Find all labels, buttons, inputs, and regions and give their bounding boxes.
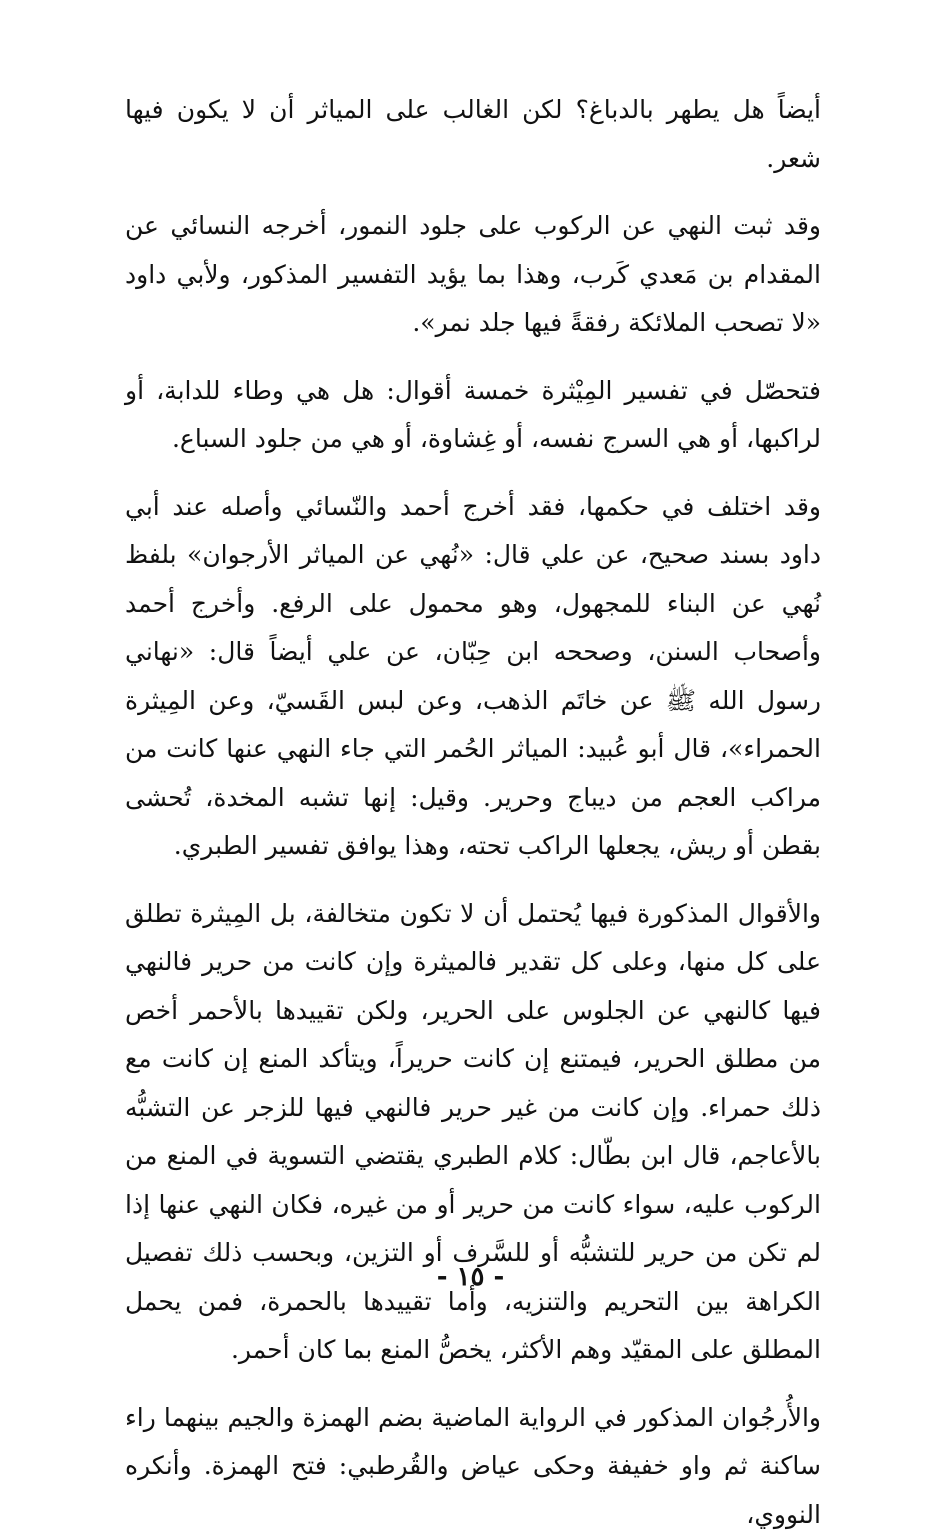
paragraph-3: فتحصّل في تفسير المِيْثرة خمسة أقوال: هل هي وطاء للدابة، أو لراكبها، أو هي السرج نفسه، أو غِشاوة، أو هي من جلود السباع. bbox=[125, 367, 821, 464]
page-number: - ١٥ - bbox=[0, 1262, 941, 1292]
paragraph-4: وقد اختلف في حكمها، فقد أخرج أحمد والنّسائي وأصله عند أبي داود بسند صحيح، عن علي قال: «نُهي عن المياثر الأرجوان» بلفظ نُهي عن البناء للمجهول، وهو محمول على الرفع. وأخرج أحمد وأصحاب السنن، وصححه ابن حِبّان، عن علي أيضاً قال: «نهاني رسول الله ﷺ عن خاتَم الذهب، وعن لبس القَسيّ، وعن المِيثرة الحمراء»، قال أبو عُبيد: المياثر الحُمر التي جاء النهي عنها كانت من مراكب العجم من ديباج وحرير. وقيل: إنها تشبه المخدة، تُحشى بقطن أو ريش، يجعلها الراكب تحته، وهذا يوافق تفسير الطبري. bbox=[125, 483, 821, 871]
paragraph-5: والأقوال المذكورة فيها يُحتمل أن لا تكون متخالفة، بل المِيثرة تطلق على كل منها، وعلى كل تقدير فالميثرة وإن كانت من حرير فالنهي فيها كالنهي عن الجلوس على الحرير، ولكن تقييدها بالأحمر أخص من مطلق الحرير، فيمتنع إن كانت حريراً، ويتأكد المنع إن كانت مع ذلك حمراء. وإن كانت من غير حرير فالنهي فيها للزجر عن التشبُّه بالأعاجم، قال ابن بطّال: كلام الطبري يقتضي التسوية في المنع من الركوب عليه، سواء كانت من حرير أو من غيره، فكان النهي عنها إذا لم تكن من حرير للتشبُّه أو للسَّرف أو التزين، وبحسب ذلك تفصيل الكراهة بين التحريم والتنزيه، وأما تقييدها بالحمرة، فمن يحمل المطلق على المقيّد وهم الأكثر، يخصُّ المنع بما كان أحمر. bbox=[125, 890, 821, 1375]
paragraph-1: أيضاً هل يطهر بالدباغ؟ لكن الغالب على المياثر أن لا يكون فيها شعر. bbox=[125, 86, 821, 183]
paragraph-2: وقد ثبت النهي عن الركوب على جلود النمور، أخرجه النسائي عن المقدام بن مَعدي كَرب، وهذا بما يؤيد التفسير المذكور، ولأبي داود «لا تصحب الملائكة رفقةً فيها جلد نمر». bbox=[125, 202, 821, 348]
paragraph-6: والأُرجُوان المذكور في الرواية الماضية بضم الهمزة والجيم بينهما راء ساكنة ثم واو خفيفة وحكى عياض والقُرطبي: فتح الهمزة. وأنكره النووي، bbox=[125, 1394, 821, 1539]
